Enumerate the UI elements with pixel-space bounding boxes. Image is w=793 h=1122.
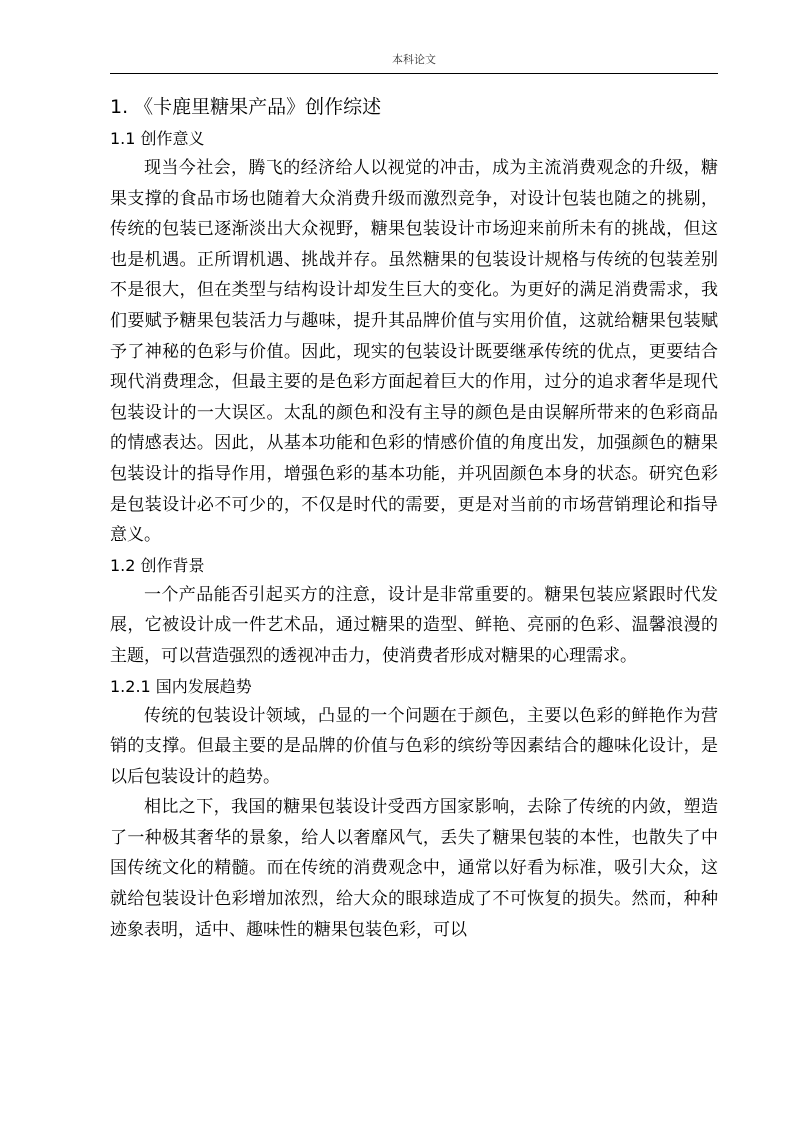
running-header: 本科论文 xyxy=(392,53,436,66)
chapter-title: 1. 《卡鹿里糖果产品》创作综述 xyxy=(110,96,382,118)
section-1-2-paragraph: 一个产品能否引起买方的注意，设计是非常重要的。糖果包装应紧跟时代发展，它被设计成一件艺术品，通过糖果的造型、鲜艳、亮丽的色彩、温馨浪漫的主题，可以营造强烈的透视冲击力，使消费者形成对糖果的心理需求。 xyxy=(110,584,718,666)
section-1-2-1-paragraph-2: 相比之下，我国的糖果包装设计受西方国家影响，去除了传统的内敛，塑造了一种极其奢华的景象，给人以奢靡风气，丢失了糖果包装的本性，也散失了中国传统文化的精髓。而在传统的消费观念中，通常以好看为标准，吸引大众，这就给包装设计色彩增加浓烈，给大众的眼球造成了不可恢复的损失。然而，种种迹象表明，适中、趣味性的糖果包装色彩，可以 xyxy=(110,797,718,940)
section-heading-1-2: 1.2 创作背景 xyxy=(110,555,205,575)
section-heading-1-2-1: 1.2.1 国内发展趋势 xyxy=(110,676,252,696)
header-rule xyxy=(110,73,718,74)
section-1-1-paragraph: 现当今社会，腾飞的经济给人以视觉的冲击，成为主流消费观念的升级，糖果支撑的食品市场也随着大众消费升级而激烈竞争，对设计包装也随之的挑剔，传统的包装已逐渐淡出大众视野，糖果包装设计市场迎来前所未有的挑战，但这也是机遇。正所谓机遇、挑战并存。虽然糖果的包装设计规格与传统的包装差别不是很大，但在类型与结构设计却发生巨大的变化。为更好的满足消费需求，我们要赋予糖果包装活力与趣味，提升其品牌价值与实用价值，这就给糖果包装赋予了神秘的色彩与价值。因此，现实的包装设计既要继承传统的优点，更要结合现代消费理念，但最主要的是色彩方面起着巨大的作用，过分的追求奢华是现代包装设计的一大误区。太乱的颜色和没有主导的颜色是由误解所带来的色彩商品的情感表达。因此，从基本功能和色彩的情感价值的角度出发，加强颜色的糖果包装设计的指导作用，增强色彩的基本功能，并巩固颜色本身的状态。研究色彩是包装设计必不可少的，不仅是时代的需要，更是对当前的市场营销理论和指导意义。 xyxy=(110,158,718,546)
section-1-2-1-paragraph-1: 传统的包装设计领域，凸显的一个问题在于颜色，主要以色彩的鲜艳作为营销的支撑。但最主要的是品牌的价值与色彩的缤纷等因素结合的趣味化设计，是以后包装设计的趋势。 xyxy=(110,705,718,787)
page-body xyxy=(110,92,718,945)
section-heading-1-1: 1.1 创作意义 xyxy=(110,129,205,148)
